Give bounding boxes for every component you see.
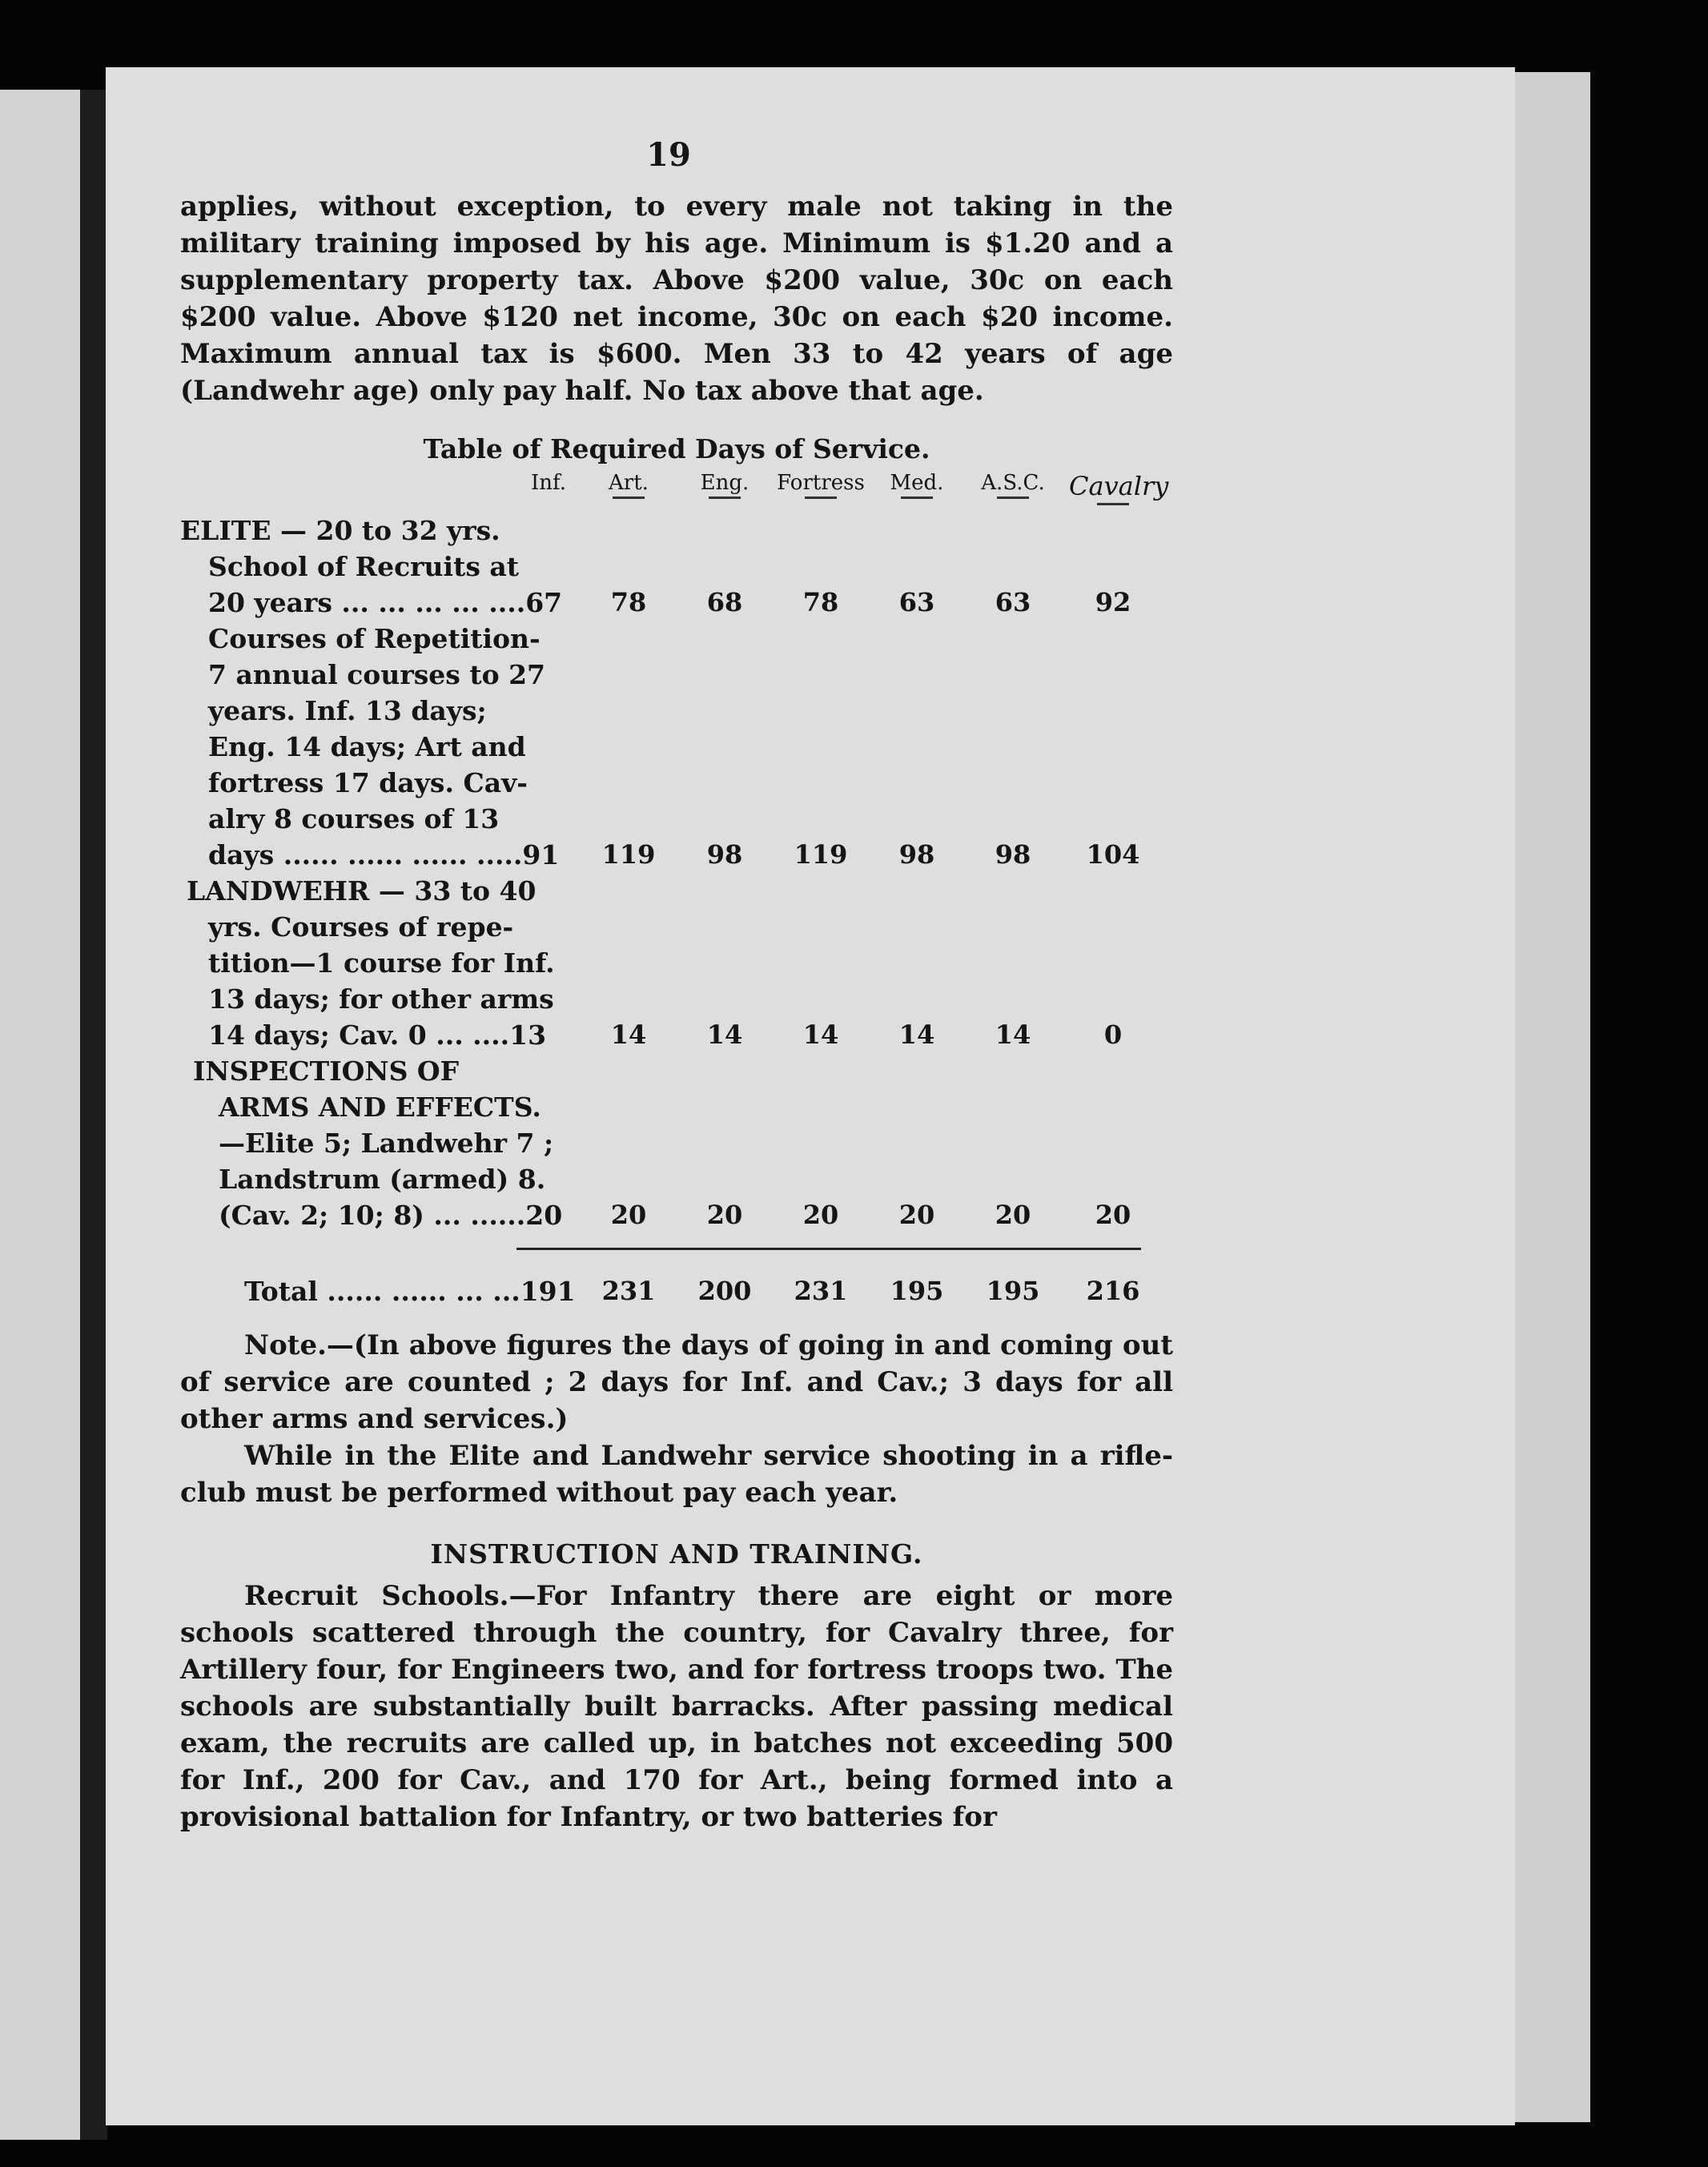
- row-label: Courses of Repetition- 7 annual courses to 27 years. Inf. 13 days; Eng. 14 days; Art and fortress 17 days. Cav- alry 8 courses of 13 days ...... ...... ...... .....91: [208, 623, 560, 870]
- cell-art: 78: [610, 587, 647, 617]
- row-label: INSPECTIONS OF ARMS AND EFFECTS. —Elite 5; Landwehr 7 ; Landstrum (armed) 8. (Cav. 2; 10; 8) ... ......20: [193, 1055, 563, 1231]
- cell-fortress: 78: [802, 587, 839, 617]
- cell-med: 20: [898, 1200, 935, 1230]
- cell-cavalry: 104: [1086, 839, 1140, 870]
- cell-med: 98: [898, 839, 935, 870]
- row-label: ELITE — 20 to 32 yrs. School of Recruits at 20 years ... ... ... ... ....67: [180, 515, 563, 618]
- total-med: 195: [890, 1276, 944, 1306]
- note-paragraph: Note.—(In above figures the days of going in and coming out of service are counted ; 2 days for Inf. and Cav.; 3 days for all other arms and services.): [180, 1329, 1173, 1435]
- column-header-cavalry: Cavalry: [1069, 471, 1157, 505]
- total-art: 231: [601, 1276, 656, 1306]
- table-total-rule: [516, 1248, 1141, 1250]
- cell-med: 14: [898, 1019, 935, 1050]
- rifle-club-paragraph: While in the Elite and Landwehr service shooting in a rifle-club must be performed without pay each year.: [180, 1440, 1173, 1509]
- table-row-inspections: [180, 1053, 1173, 1233]
- intro-paragraph: applies, without exception, to every male not taking in the military training imposed by his age. Minimum is $1.20 and a supplementary property tax. Above $200 value, 30c on each $200 value. Above $120 net income, 30c on each $20 income. Maximum annual tax is $600. Men 33 to 42 years of age (Landwehr age) only pay half. No tax above that age.: [180, 191, 1173, 407]
- page-content: [180, 136, 1173, 1835]
- cell-art: 14: [610, 1019, 647, 1050]
- table-column-headers: [180, 464, 1173, 513]
- total-cavalry: 216: [1086, 1276, 1140, 1306]
- total-asc: 195: [986, 1276, 1040, 1306]
- column-header-med: Med.: [873, 471, 961, 499]
- table-row-total: [180, 1261, 1173, 1309]
- total-fortress: 231: [794, 1276, 848, 1306]
- row-label: LANDWEHR — 33 to 40 yrs. Courses of repe- tition—1 course for Inf. 13 days; for other arms 14 days; Cav. 0 ... ....13: [187, 875, 555, 1051]
- cell-fortress: 119: [794, 839, 848, 870]
- table-row-elite-repetition: [180, 621, 1173, 873]
- column-header-art: Art.: [585, 471, 673, 499]
- cell-eng: 98: [706, 839, 743, 870]
- page-number: 19: [646, 136, 691, 174]
- column-header-eng: Eng.: [681, 471, 769, 499]
- cell-art: 119: [601, 839, 656, 870]
- section-heading: INSTRUCTION AND TRAINING.: [430, 1538, 923, 1570]
- cell-fortress: 20: [802, 1200, 839, 1230]
- cell-cavalry: 92: [1095, 587, 1131, 617]
- cell-med: 63: [898, 587, 935, 617]
- column-header-fortress: Fortress: [777, 471, 865, 499]
- cell-eng: 68: [706, 587, 743, 617]
- cell-fortress: 14: [802, 1019, 839, 1050]
- cell-asc: 20: [995, 1200, 1031, 1230]
- total-label: Total ...... ...... ... ...191: [244, 1276, 576, 1307]
- table-title: Table of Required Days of Service.: [423, 433, 930, 464]
- book-gutter: [80, 90, 107, 2140]
- adjacent-left-page: [0, 90, 86, 2140]
- table-row-landwehr: [180, 873, 1173, 1053]
- column-header-inf: Inf.: [531, 471, 566, 495]
- column-header-asc: A.S.C.: [969, 471, 1057, 499]
- cell-asc: 14: [995, 1019, 1031, 1050]
- table-row-elite-recruits: [180, 513, 1173, 621]
- cell-cavalry: 20: [1095, 1200, 1131, 1230]
- cell-art: 20: [610, 1200, 647, 1230]
- cell-eng: 14: [706, 1019, 743, 1050]
- cell-asc: 63: [995, 587, 1031, 617]
- recruit-schools-paragraph: Recruit Schools.—For Infantry there are eight or more schools scattered through the country, for Cavalry three, for Artillery four, for Engineers two, and for fortress troops two. The schools are substantially built barracks. After passing medical exam, the recruits are called up, in batches not exceeding 500 for Inf., 200 for Cav., and 170 for Art., being formed into a provisional battalion for Infantry, or two batteries for: [180, 1580, 1173, 1833]
- cell-cavalry: 0: [1103, 1019, 1123, 1050]
- total-eng: 200: [697, 1276, 752, 1306]
- cell-eng: 20: [706, 1200, 743, 1230]
- cell-asc: 98: [995, 839, 1031, 870]
- page-stack-edge: [1505, 72, 1590, 2122]
